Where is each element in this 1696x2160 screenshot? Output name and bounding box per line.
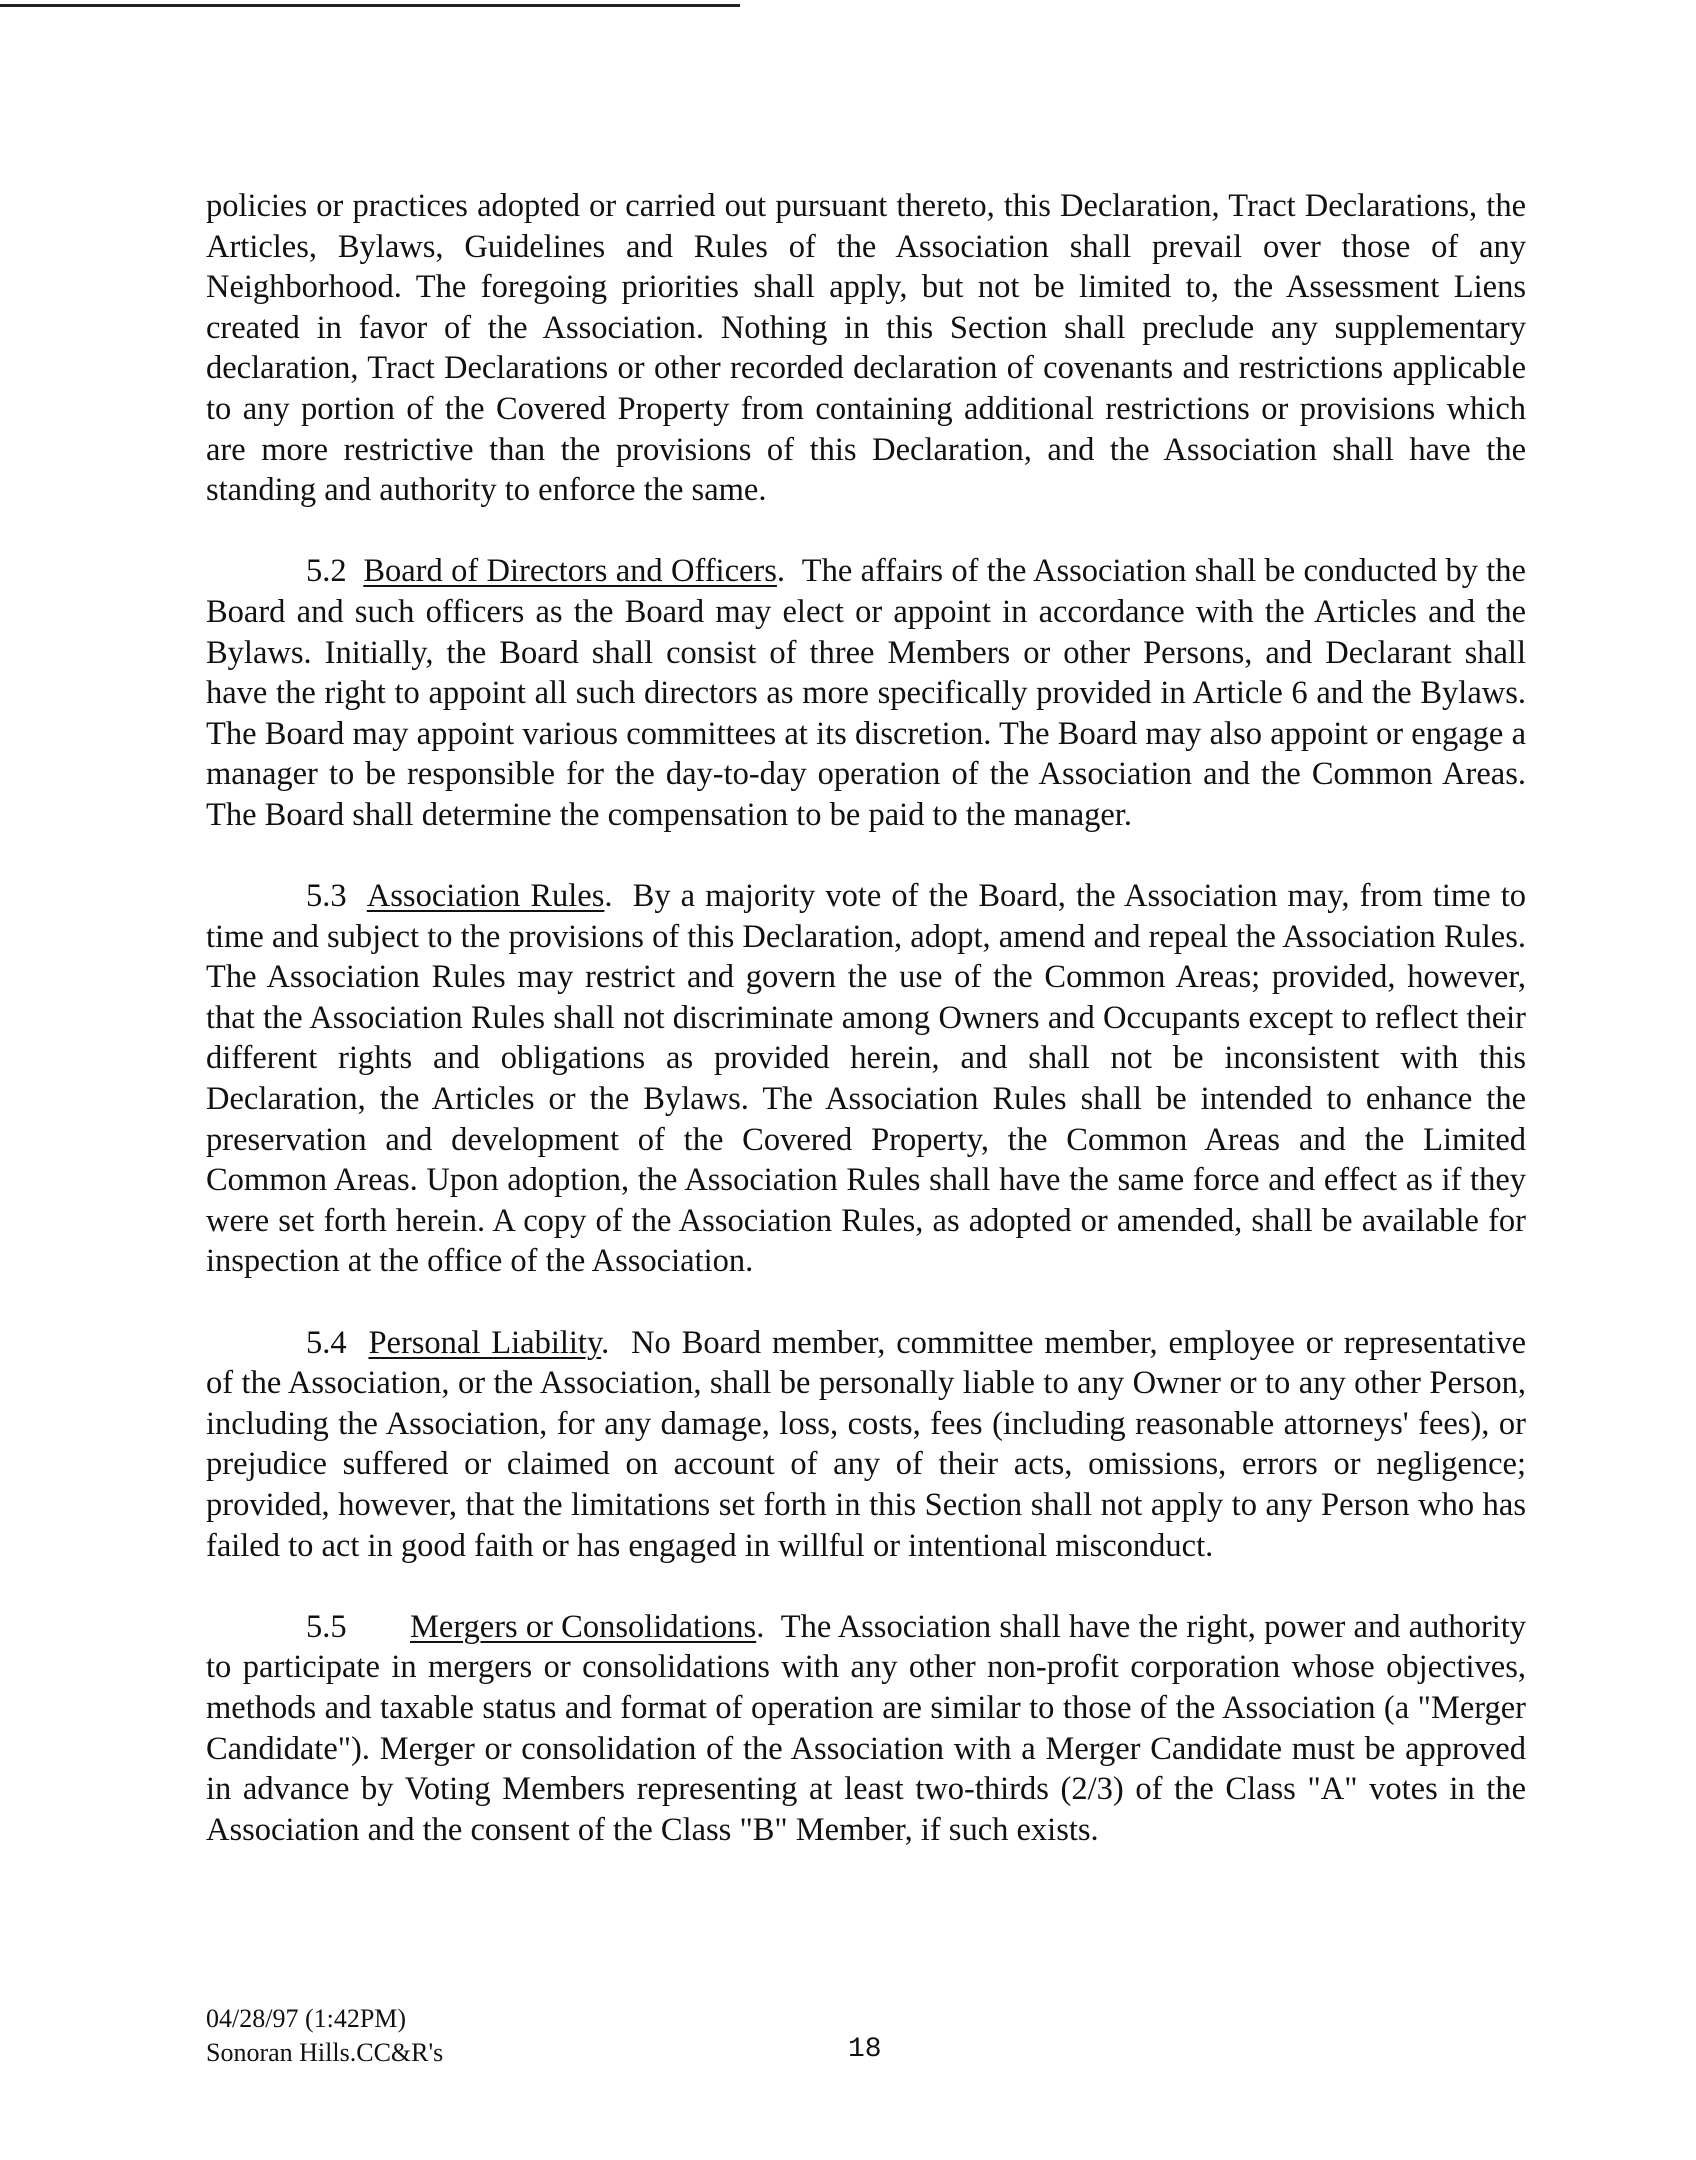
section-number: 5.5 (306, 1608, 347, 1645)
section-heading: Personal Liability (368, 1324, 602, 1361)
section-heading: Mergers or Consolidations (410, 1608, 757, 1645)
page-number: 18 (848, 2034, 882, 2065)
section-5-5: 5.5 Mergers or Consolidations. The Association shall have the right, power and authority to participate in mergers or consolidations with any other non-profit corporation whose objectives, methods and taxable status and format of operation are similar to those of the Association (a "Merger Candidate"). Merger or consolidation of the Association with a Merger Candidate must be approved in advance by Voting Members representing at least two-thirds (2/3) of the Class "A" votes in the Association and the consent of the Class "B" Member, if such exists. (206, 1608, 1526, 1848)
footer-filename: Sonoran Hills.CC&R's (206, 2038, 444, 2067)
section-text: No Board member, committee member, employee or representative of the Association, or the Association, shall be personally liable to any Owner or to any other Person, including the Association, for any damage, loss, costs, fees (including reasonable attorneys' fees), or prejudice suffered or claimed on account of any of their acts, omissions, errors or negligence; provided, however, that the limitations set forth in this Section shall not apply to any Person who has failed to act in good faith or has engaged in willful or intentional misconduct. (206, 1324, 1527, 1564)
top-scan-rule (0, 4, 740, 7)
section-5-3: 5.3 Association Rules. By a majority vote of the Board, the Association may, from time to time and subject to the provisions of this Declaration, adopt, amend and repeal the Association Rules. The Association Rules may restrict and govern the use of the Common Areas; provided, however, that the Association Rules shall not discriminate among Owners and Occupants except to reflect their different rights and obligations as provided herein, and shall not be inconsistent with this Declaration, the Articles or the Bylaws. The Association Rules shall be intended to enhance the preservation and development of the Covered Property, the Common Areas and the Limited Common Areas. Upon adoption, the Association Rules shall have the same force and effect as if they were set forth herein. A copy of the Association Rules, as adopted or amended, shall be available for inspection at the office of the Association. (206, 878, 1527, 1280)
section-5-4: 5.4 Personal Liability. No Board member, committee member, employee or representative of the Association, or the Association, shall be personally liable to any Owner or to any other Person, including the Association, for any damage, loss, costs, fees (including reasonable attorneys' fees), or prejudice suffered or claimed on account of any of their acts, omissions, errors or negligence; provided, however, that the limitations set forth in this Section shall not apply to any Person who has failed to act in good faith or has engaged in willful or intentional misconduct. (206, 1324, 1527, 1564)
intro-paragraph: policies or practices adopted or carried out pursuant thereto, this Declaration, Tract Declarations, the Articles, Bylaws, Guidelines and Rules of the Association shall prevail over those of any Neighborhood. The foregoing priorities shall apply, but not be limited to, the Assessment Liens created in favor of the Association. Nothing in this Section shall preclude any supplementary declaration, Tract Declarations or other recorded declaration of covenants and restrictions applicable to any portion of the Covered Property from containing additional restrictions or provisions which are more restrictive than the provisions of this Declaration, and the Association shall have the standing and authority to enforce the same. (206, 188, 1526, 509)
section-number: 5.4 (306, 1324, 347, 1361)
section-text: By a majority vote of the Board, the Association may, from time to time and subject to the provisions of this Declaration, adopt, amend and repeal the Association Rules. The Association Rules may restrict and govern the use of the Common Areas; provided, however, that the Association Rules shall not discriminate among Owners and Occupants except to reflect their different rights and obligations as provided herein, and shall not be inconsistent with this Declaration, the Articles or the Bylaws. The Association Rules shall be intended to enhance the preservation and development of the Covered Property, the Common Areas and the Limited Common Areas. Upon adoption, the Association Rules shall have the same force and effect as if they were set forth herein. A copy of the Association Rules, as adopted or amended, shall be available for inspection at the office of the Association. (206, 878, 1527, 1280)
section-heading: Association Rules (366, 878, 605, 915)
section-5-2: 5.2 Board of Directors and Officers. The affairs of the Association shall be conducted by the Board and such officers as the Board may elect or appoint in accordance with the Articles and the Bylaws. Initially, the Board shall consist of three Members or other Persons, and Declarant shall have the right to appoint all such directors as more specifically provided in Article 6 and the Bylaws. The Board may appoint various committees at its discretion. The Board may also appoint or engage a manager to be responsible for the day-to-day operation of the Association and the Common Areas. The Board shall determine the compensation to be paid to the manager. (206, 553, 1526, 833)
document-body (206, 186, 1526, 1850)
footer-stamp (206, 2002, 443, 2070)
section-text: The Association shall have the right, power and authority to participate in mergers or consolidations with any other non-profit corporation whose objectives, methods and taxable status and format of operation are similar to those of the Association (a "Merger Candidate"). Merger or consolidation of the Association with a Merger Candidate must be approved in advance by Voting Members representing at least two-thirds (2/3) of the Class "A" votes in the Association and the consent of the Class "B" Member, if such exists. (206, 1608, 1526, 1848)
section-text: The affairs of the Association shall be conducted by the Board and such officers as the Board may elect or appoint in accordance with the Articles and the Bylaws. Initially, the Board shall consist of three Members or other Persons, and Declarant shall have the right to appoint all such directors as more specifically provided in Article 6 and the Bylaws. The Board may appoint various committees at its discretion. The Board may also appoint or engage a manager to be responsible for the day-to-day operation of the Association and the Common Areas. The Board shall determine the compensation to be paid to the manager. (206, 553, 1526, 833)
footer-date: 04/28/97 (1:42PM) (206, 2004, 407, 2033)
section-number: 5.2 (306, 553, 347, 590)
section-number: 5.3 (306, 878, 347, 915)
section-heading: Board of Directors and Officers (363, 553, 777, 590)
